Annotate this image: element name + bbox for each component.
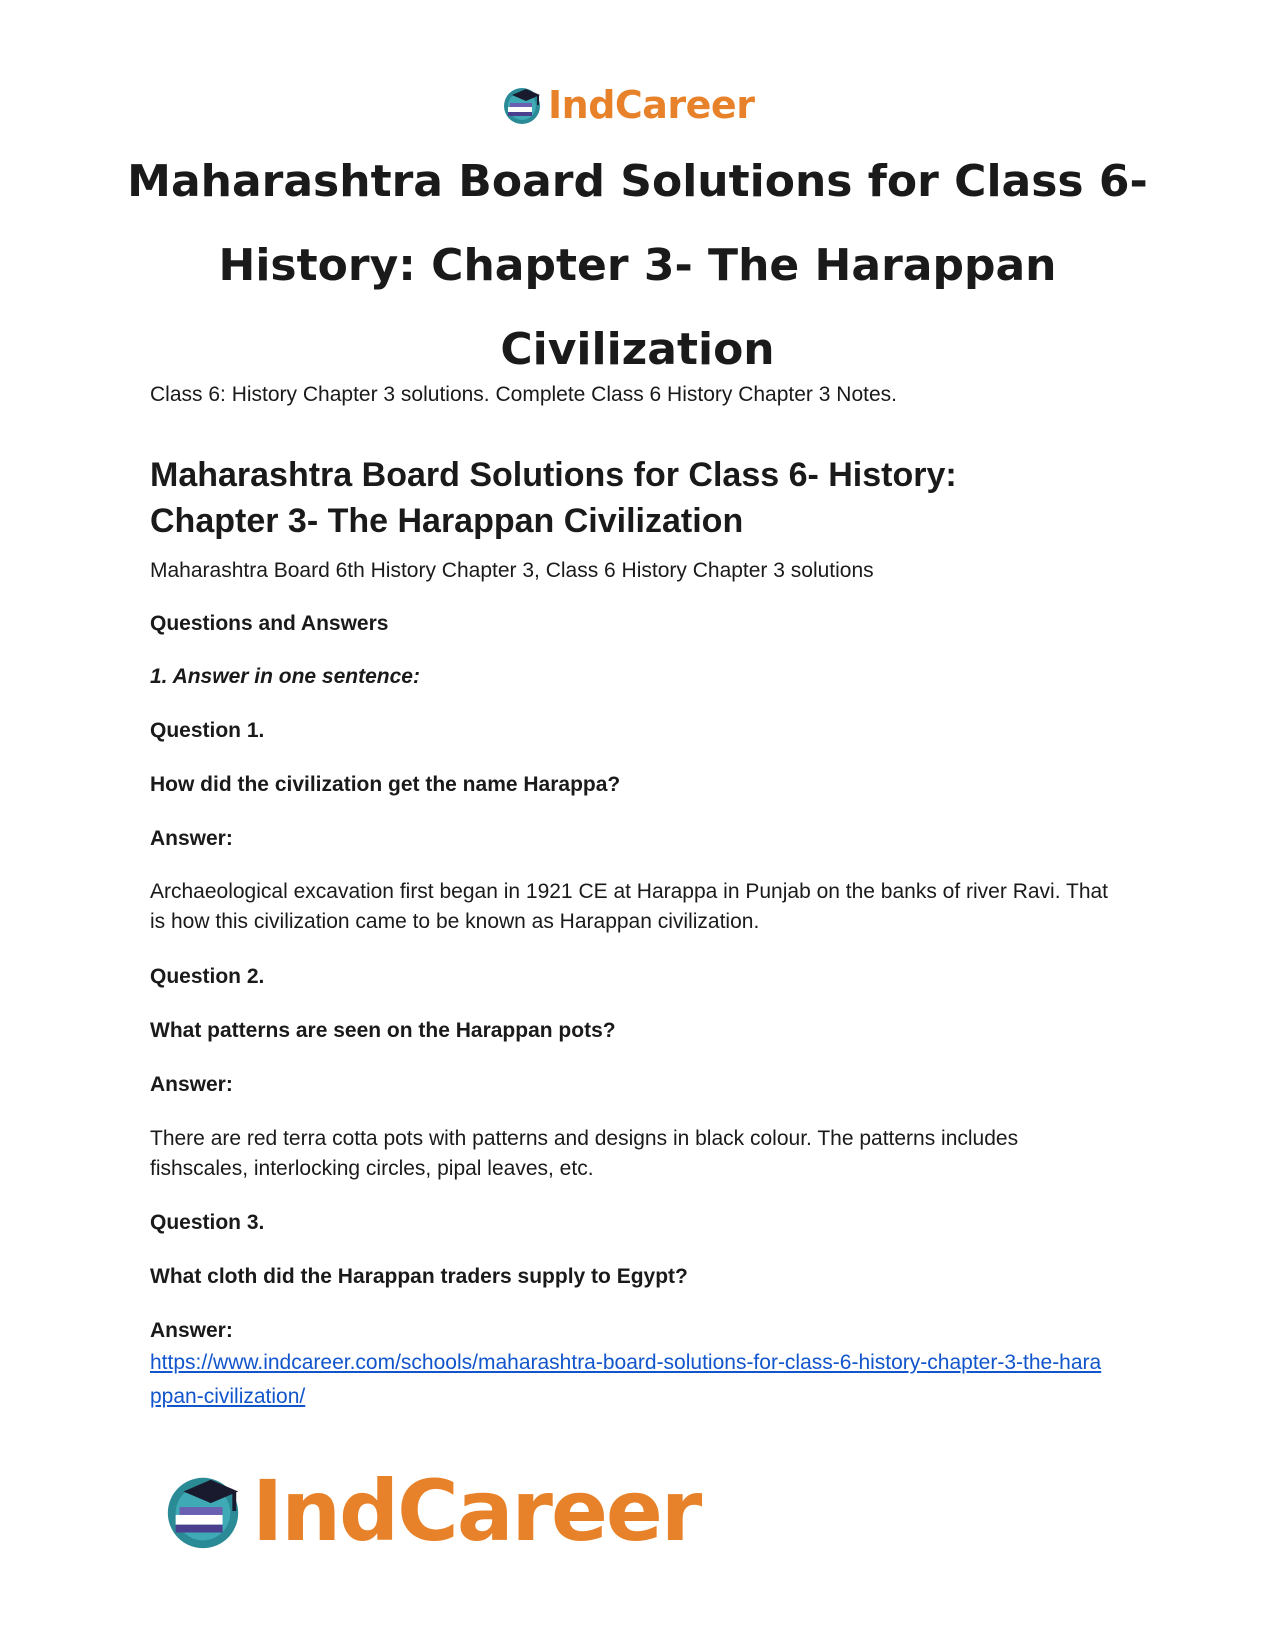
answer-label: Answer: [150, 1073, 233, 1096]
graduation-globe-icon [500, 83, 544, 127]
exercise-heading: 1. Answer in one sentence: [150, 665, 420, 688]
indcareer-logo-top [500, 82, 754, 128]
answer-label: Answer: [150, 1319, 233, 1342]
answer-text: Archaeological excavation first began in 1921 CE at Harappa in Punjab on the banks of river Ravi. That is how this civilization came to be known as Harappan civilization. [150, 880, 1109, 933]
indcareer-logo-bottom [160, 1462, 701, 1560]
question-label: Question 3. [150, 1211, 265, 1234]
page-title: Maharashtra Board Solutions for Class 6- History: Chapter 3- The Harappan Civilization [127, 156, 1148, 375]
answer-label: Answer: [150, 827, 233, 850]
logo-wordmark: IndCareer [252, 1462, 701, 1560]
graduation-globe-icon [160, 1468, 246, 1554]
keywords-text: Maharashtra Board 6th History Chapter 3, Class 6 History Chapter 3 solutions [150, 559, 874, 582]
source-link[interactable]: https://www.indcareer.com/schools/maharashtra-board-solutions-for-class-6-history-chapter-3-the-harappan-civilization/ [150, 1351, 1102, 1408]
question-text: How did the civilization get the name Harappa? [150, 773, 621, 796]
question-text: What patterns are seen on the Harappan pots? [150, 1019, 616, 1042]
intro-text: Class 6: History Chapter 3 solutions. Complete Class 6 History Chapter 3 Notes. [150, 383, 897, 406]
question-label: Question 1. [150, 719, 265, 742]
logo-wordmark: IndCareer [548, 83, 755, 127]
questions-heading: Questions and Answers [150, 612, 389, 635]
question-text: What cloth did the Harappan traders supply to Egypt? [150, 1265, 688, 1288]
section-title: Maharashtra Board Solutions for Class 6- History: Chapter 3- The Harappan Civilization [150, 456, 957, 540]
question-label: Question 2. [150, 965, 265, 988]
answer-text: There are red terra cotta pots with patterns and designs in black colour. The patterns includes fishscales, interlocking circles, pipal leaves, etc. [150, 1127, 1019, 1180]
